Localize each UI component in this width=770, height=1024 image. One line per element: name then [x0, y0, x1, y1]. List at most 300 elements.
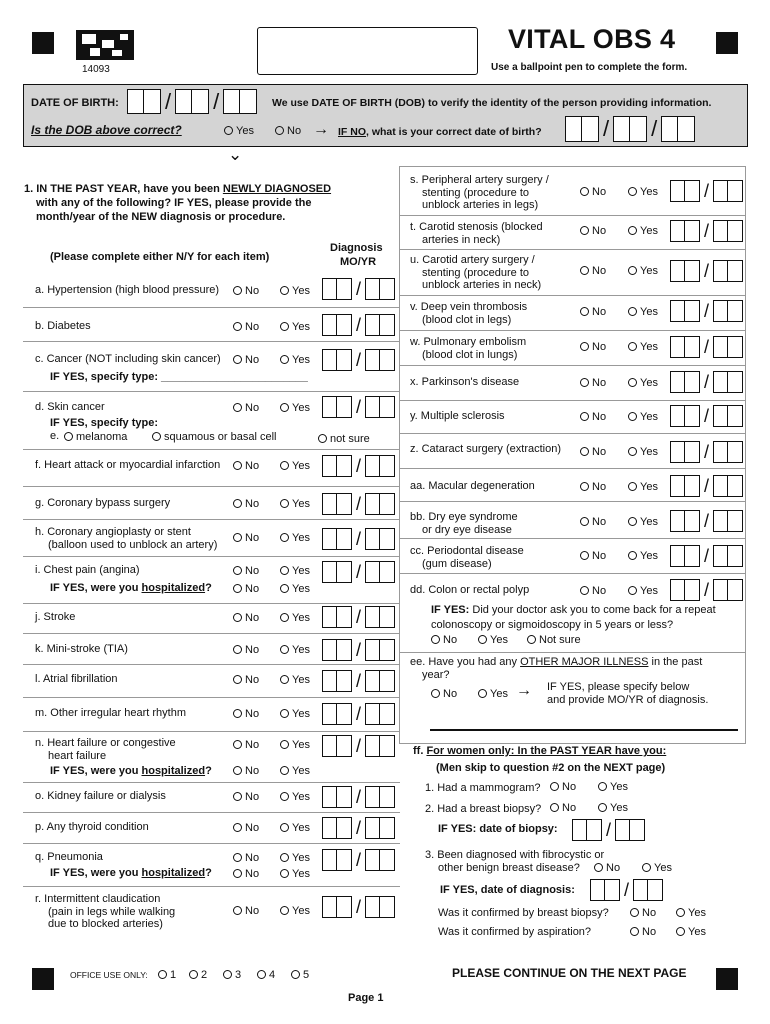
- item-o-date[interactable]: /: [322, 786, 395, 808]
- item-b-no[interactable]: [233, 321, 259, 334]
- item-v-date[interactable]: /: [670, 300, 743, 322]
- radio-circle[interactable]: [233, 461, 242, 470]
- item-aa-yes[interactable]: [628, 481, 658, 494]
- item-t-no[interactable]: [580, 225, 606, 238]
- radio-circle[interactable]: [594, 863, 603, 872]
- hosp-c: ?: [205, 582, 212, 594]
- item-w-no[interactable]: [580, 341, 606, 354]
- radio-circle[interactable]: [280, 403, 289, 412]
- radio-circle[interactable]: [628, 187, 637, 196]
- radio-circle[interactable]: [527, 635, 536, 644]
- item-k-no[interactable]: [233, 644, 259, 657]
- radio-circle[interactable]: [257, 970, 266, 979]
- item-aa-no[interactable]: [580, 481, 606, 494]
- item-cc-yes[interactable]: [628, 550, 658, 563]
- option-label: No: [245, 498, 260, 510]
- col-header-diagnosis: Diagnosis: [330, 242, 383, 254]
- radio-circle[interactable]: [280, 853, 289, 862]
- ff-q2-date[interactable]: /: [572, 819, 645, 841]
- item-ee-no[interactable]: [431, 688, 457, 701]
- item-l-date[interactable]: /: [322, 670, 395, 692]
- item-n-no[interactable]: [233, 739, 259, 752]
- radio-circle[interactable]: [628, 586, 637, 595]
- radio-circle[interactable]: [580, 586, 589, 595]
- option-label: Yes: [292, 739, 310, 751]
- ff-q2-yes[interactable]: [598, 802, 628, 815]
- option-label: No: [245, 321, 260, 333]
- radio-circle[interactable]: [580, 187, 589, 196]
- item-c-yes[interactable]: [280, 354, 310, 367]
- row-divider: [399, 365, 746, 366]
- item-p-yes[interactable]: [280, 822, 310, 835]
- radio-circle[interactable]: [580, 226, 589, 235]
- radio-circle[interactable]: [280, 766, 289, 775]
- item-cc-date[interactable]: /: [670, 545, 743, 567]
- radio-circle[interactable]: [233, 792, 242, 801]
- option-label: Yes: [292, 498, 310, 510]
- radio-circle[interactable]: [233, 566, 242, 575]
- item-u-no[interactable]: [580, 265, 606, 278]
- dob-label: DATE OF BIRTH:: [31, 97, 119, 109]
- option-label: No: [245, 644, 260, 656]
- row-divider: [399, 433, 746, 434]
- radio-circle[interactable]: [64, 432, 73, 441]
- option-label: Yes: [640, 377, 658, 389]
- item-dd-followup-yes[interactable]: [478, 634, 508, 647]
- ff-q5-no[interactable]: [630, 926, 656, 939]
- item-n-hosp-yes[interactable]: [280, 765, 310, 778]
- item-j-date[interactable]: /: [322, 606, 395, 628]
- option-label: Yes: [640, 446, 658, 458]
- radio-circle[interactable]: [580, 307, 589, 316]
- office-option-3[interactable]: [223, 969, 241, 982]
- item-g-yes[interactable]: [280, 498, 310, 511]
- radio-circle[interactable]: [233, 869, 242, 878]
- item-a-no[interactable]: [233, 285, 259, 298]
- item-j-yes[interactable]: [280, 612, 310, 625]
- radio-circle[interactable]: [280, 869, 289, 878]
- item-p-no[interactable]: [233, 822, 259, 835]
- item-q-hosp: [50, 867, 212, 880]
- radio-circle[interactable]: [152, 432, 161, 441]
- item-cc-no[interactable]: [580, 550, 606, 563]
- radio-circle[interactable]: [280, 675, 289, 684]
- hosp-c: ?: [205, 867, 212, 879]
- item-w1: w. Pulmonary embolism: [410, 336, 527, 348]
- option-label: Yes: [640, 516, 658, 528]
- row-divider: [399, 215, 746, 216]
- item-n1: n. Heart failure or congestive: [35, 737, 176, 749]
- dob-no-option[interactable]: [275, 125, 301, 138]
- option-label: Yes: [292, 532, 310, 544]
- item-y-yes[interactable]: [628, 411, 658, 424]
- item-z-yes[interactable]: [628, 446, 658, 459]
- radio-circle[interactable]: [233, 853, 242, 862]
- item-y-date[interactable]: /: [670, 405, 743, 427]
- item-h-date[interactable]: /: [322, 528, 395, 550]
- item-q-date[interactable]: /: [322, 849, 395, 871]
- row-divider: [399, 330, 746, 331]
- item-dd-no[interactable]: [580, 585, 606, 598]
- radio-circle[interactable]: [233, 499, 242, 508]
- ff-q3-date[interactable]: /: [590, 879, 663, 901]
- option-label: Yes: [490, 634, 508, 646]
- radio-circle[interactable]: [280, 906, 289, 915]
- option-label: Yes: [292, 644, 310, 656]
- item-a-yes[interactable]: [280, 285, 310, 298]
- row-divider: [399, 743, 746, 744]
- option-label: Yes: [292, 674, 310, 686]
- radio-circle[interactable]: [580, 412, 589, 421]
- item-k: k. Mini-stroke (TIA): [35, 643, 128, 655]
- radio-circle[interactable]: [233, 322, 242, 331]
- item-ee-yes[interactable]: [478, 688, 508, 701]
- option-label: No: [592, 585, 607, 597]
- radio-circle[interactable]: [233, 613, 242, 622]
- item-bb-date[interactable]: /: [670, 510, 743, 532]
- item-c: c. Cancer (NOT including skin cancer): [35, 353, 221, 365]
- ee-b: OTHER MAJOR ILLNESS: [520, 656, 649, 668]
- item-n-hosp-no[interactable]: [233, 765, 259, 778]
- ff-q1-no[interactable]: [550, 781, 576, 794]
- radio-circle[interactable]: [280, 613, 289, 622]
- radio-circle[interactable]: [233, 766, 242, 775]
- ff-a: ff.: [413, 745, 427, 757]
- item-d-e: e.: [50, 430, 60, 442]
- right-column-border: [745, 166, 746, 743]
- radio-circle[interactable]: [628, 378, 637, 387]
- item-w-date[interactable]: /: [670, 336, 743, 358]
- hosp-a: IF YES, were you: [50, 765, 142, 777]
- item-c-date[interactable]: /: [322, 349, 395, 371]
- radio-circle[interactable]: [223, 970, 232, 979]
- option-label: Yes: [292, 852, 310, 864]
- arrow-right-icon: →: [313, 121, 329, 138]
- item-p: p. Any thyroid condition: [35, 821, 149, 833]
- option-label: No: [642, 926, 657, 938]
- item-bb-no[interactable]: [580, 516, 606, 529]
- item-i-hosp-yes[interactable]: [280, 583, 310, 596]
- item-t-yes[interactable]: [628, 225, 658, 238]
- radio-circle[interactable]: [280, 286, 289, 295]
- item-aa: aa. Macular degeneration: [410, 480, 535, 492]
- option-label: No: [592, 186, 607, 198]
- item-i-yes[interactable]: [280, 565, 310, 578]
- if-no-label: IF NO: [338, 126, 366, 138]
- radio-circle[interactable]: [550, 803, 559, 812]
- item-dd-date[interactable]: /: [670, 579, 743, 601]
- office-option-5[interactable]: [291, 969, 309, 982]
- row-divider: [23, 731, 400, 732]
- radio-circle[interactable]: [431, 689, 440, 698]
- option-label: No: [592, 341, 607, 353]
- item-n-date[interactable]: /: [322, 735, 395, 757]
- option-label: Yes: [688, 907, 706, 919]
- radio-circle[interactable]: [233, 403, 242, 412]
- radio-circle[interactable]: [280, 709, 289, 718]
- radio-circle[interactable]: [233, 286, 242, 295]
- ff-subtitle: (Men skip to question #2 on the NEXT page): [436, 762, 666, 774]
- radio-circle[interactable]: [233, 709, 242, 718]
- col-header-moyr: MO/YR: [340, 256, 377, 268]
- radio-circle[interactable]: [280, 566, 289, 575]
- radio-circle[interactable]: [280, 645, 289, 654]
- item-r-date[interactable]: /: [322, 896, 395, 918]
- radio-circle[interactable]: [233, 823, 242, 832]
- item-r-yes[interactable]: [280, 905, 310, 918]
- item-w-yes[interactable]: [628, 341, 658, 354]
- radio-circle[interactable]: [630, 927, 639, 936]
- option-label: No: [245, 460, 260, 472]
- item-q-hosp-yes[interactable]: [280, 868, 310, 881]
- row-divider: [23, 664, 400, 665]
- item-b-yes[interactable]: [280, 321, 310, 334]
- item-a-date[interactable]: /: [322, 278, 395, 300]
- radio-circle[interactable]: [478, 689, 487, 698]
- item-m-yes[interactable]: [280, 708, 310, 721]
- item-l-no[interactable]: [233, 674, 259, 687]
- radio-circle[interactable]: [580, 342, 589, 351]
- radio-circle[interactable]: [580, 378, 589, 387]
- correct-dob-boxes[interactable]: / /: [565, 116, 695, 142]
- item-dd-followup-no[interactable]: [431, 634, 457, 647]
- radio-circle[interactable]: [280, 584, 289, 593]
- ff-b: For women only: In the PAST YEAR have you:: [426, 745, 667, 757]
- item-i-date[interactable]: /: [322, 561, 395, 583]
- radio-circle[interactable]: [628, 551, 637, 560]
- item-f-no[interactable]: [233, 460, 259, 473]
- item-dd-yes[interactable]: [628, 585, 658, 598]
- item-p-date[interactable]: /: [322, 817, 395, 839]
- radio-circle[interactable]: [280, 740, 289, 749]
- item-o-no[interactable]: [233, 791, 259, 804]
- radio-circle[interactable]: [580, 551, 589, 560]
- registration-mark-bottom-right: [716, 968, 738, 990]
- item-o: o. Kidney failure or dialysis: [35, 790, 166, 802]
- radio-circle[interactable]: [233, 584, 242, 593]
- item-bb-yes[interactable]: [628, 516, 658, 529]
- option-label: No: [592, 265, 607, 277]
- item-s2: stenting (procedure to: [422, 186, 530, 199]
- radio-circle[interactable]: [628, 266, 637, 275]
- option-label: Yes: [292, 822, 310, 834]
- item-d-sub: IF YES, specify type:: [50, 417, 159, 429]
- item-s-date[interactable]: /: [670, 180, 743, 202]
- dob-month-boxes[interactable]: / /: [127, 89, 257, 114]
- radio-circle[interactable]: [280, 322, 289, 331]
- office-option-2[interactable]: [189, 969, 207, 982]
- option-label: Yes: [640, 341, 658, 353]
- radio-circle[interactable]: [280, 823, 289, 832]
- radio-circle[interactable]: [233, 906, 242, 915]
- item-i-no[interactable]: [233, 565, 259, 578]
- item-d-melanoma[interactable]: [64, 431, 127, 444]
- option-label: Yes: [292, 791, 310, 803]
- item-b: b. Diabetes: [35, 320, 91, 332]
- radio-circle[interactable]: [224, 126, 233, 135]
- office-option-4[interactable]: [257, 969, 275, 982]
- radio-circle[interactable]: [580, 266, 589, 275]
- row-divider: [399, 468, 746, 469]
- radio-circle[interactable]: [233, 355, 242, 364]
- radio-circle[interactable]: [580, 482, 589, 491]
- ff-q1-yes[interactable]: [598, 781, 628, 794]
- item-d-yes[interactable]: [280, 402, 310, 415]
- item-x-no[interactable]: [580, 377, 606, 390]
- ee-specify-line[interactable]: [430, 729, 738, 731]
- ee-c: in the past: [648, 656, 703, 668]
- item-s-yes[interactable]: [628, 186, 658, 199]
- option-label: 1: [170, 969, 177, 981]
- row-divider: [399, 249, 746, 250]
- item-k-yes[interactable]: [280, 644, 310, 657]
- q1-title-b: NEWLY DIAGNOSED: [222, 183, 332, 195]
- radio-circle[interactable]: [478, 635, 487, 644]
- radio-circle[interactable]: [676, 927, 685, 936]
- radio-circle[interactable]: [628, 342, 637, 351]
- option-label: No: [592, 516, 607, 528]
- radio-circle[interactable]: [318, 434, 327, 443]
- option-label: No: [592, 225, 607, 237]
- hosp-b: hospitalized: [141, 765, 206, 777]
- option-label: Yes: [292, 905, 310, 917]
- item-h-no[interactable]: [233, 532, 259, 545]
- q1-title-line2: with any of the following? IF YES, please provide the: [36, 197, 312, 209]
- item-s-no[interactable]: [580, 186, 606, 199]
- ff-q2-no[interactable]: [550, 802, 576, 815]
- item-j-no[interactable]: [233, 612, 259, 625]
- radio-circle[interactable]: [189, 970, 198, 979]
- radio-circle[interactable]: [598, 782, 607, 791]
- item-r3: due to blocked arteries): [48, 918, 163, 930]
- radio-circle[interactable]: [275, 126, 284, 135]
- item-f-date[interactable]: /: [322, 455, 395, 477]
- option-label: Yes: [490, 688, 508, 700]
- radio-circle[interactable]: [233, 645, 242, 654]
- item-i-hosp-no[interactable]: [233, 583, 259, 596]
- form-title: VITAL OBS 4: [508, 24, 676, 54]
- item-v-yes[interactable]: [628, 306, 658, 319]
- option-label: Yes: [292, 708, 310, 720]
- radio-circle[interactable]: [280, 461, 289, 470]
- item-t-date[interactable]: /: [670, 220, 743, 242]
- radio-circle[interactable]: [550, 782, 559, 791]
- item-aa-date[interactable]: /: [670, 475, 743, 497]
- ff-q4-yes[interactable]: [676, 907, 706, 920]
- option-label: No: [245, 791, 260, 803]
- ff-q5-yes[interactable]: [676, 926, 706, 939]
- radio-circle[interactable]: [628, 482, 637, 491]
- item-n-yes[interactable]: [280, 739, 310, 752]
- option-label: No: [287, 125, 302, 137]
- id-entry-box[interactable]: [257, 27, 478, 75]
- item-w2: (blood clot in lungs): [422, 348, 518, 361]
- row-divider: [399, 538, 746, 539]
- radio-circle[interactable]: [628, 307, 637, 316]
- item-bb1: bb. Dry eye syndrome: [410, 511, 518, 523]
- hosp-c: ?: [205, 765, 212, 777]
- radio-circle[interactable]: [628, 412, 637, 421]
- item-d-no[interactable]: [233, 402, 259, 415]
- item-q-yes[interactable]: [280, 852, 310, 865]
- radio-circle[interactable]: [280, 355, 289, 364]
- item-q-hosp-no[interactable]: [233, 868, 259, 881]
- item-c-no[interactable]: [233, 354, 259, 367]
- option-label: No: [592, 550, 607, 562]
- item-dd-followup-notsure[interactable]: [527, 634, 581, 647]
- radio-circle[interactable]: [431, 635, 440, 644]
- ff-q4-no[interactable]: [630, 907, 656, 920]
- radio-circle[interactable]: [291, 970, 300, 979]
- option-label: No: [642, 907, 657, 919]
- item-z-no[interactable]: [580, 446, 606, 459]
- row-divider: [23, 556, 400, 557]
- radio-circle[interactable]: [598, 803, 607, 812]
- item-v-no[interactable]: [580, 306, 606, 319]
- item-d-date[interactable]: /: [322, 396, 395, 418]
- item-m-no[interactable]: [233, 708, 259, 721]
- item-b-date[interactable]: /: [322, 314, 395, 336]
- radio-circle[interactable]: [280, 792, 289, 801]
- q1-title-a: 1. IN THE PAST YEAR, have you been: [24, 183, 223, 195]
- row-divider: [23, 603, 400, 604]
- office-use-label: OFFICE USE ONLY:: [70, 970, 148, 980]
- radio-circle[interactable]: [676, 908, 685, 917]
- radio-circle[interactable]: [280, 499, 289, 508]
- ff-q3-yes[interactable]: [642, 862, 672, 875]
- item-x-yes[interactable]: [628, 377, 658, 390]
- item-q-no[interactable]: [233, 852, 259, 865]
- item-y-no[interactable]: [580, 411, 606, 424]
- item-z-date[interactable]: /: [670, 441, 743, 463]
- radio-circle[interactable]: [628, 517, 637, 526]
- ff-q2-sub: IF YES: date of biopsy:: [438, 823, 558, 835]
- radio-circle[interactable]: [580, 447, 589, 456]
- item-o-yes[interactable]: [280, 791, 310, 804]
- item-u-yes[interactable]: [628, 265, 658, 278]
- office-option-1[interactable]: [158, 969, 176, 982]
- item-x-date[interactable]: /: [670, 371, 743, 393]
- item-f-yes[interactable]: [280, 460, 310, 473]
- item-k-date[interactable]: /: [322, 639, 395, 661]
- option-label: No: [245, 674, 260, 686]
- radio-circle[interactable]: [233, 740, 242, 749]
- radio-circle[interactable]: [233, 533, 242, 542]
- radio-circle[interactable]: [280, 533, 289, 542]
- radio-circle[interactable]: [580, 517, 589, 526]
- item-l-yes[interactable]: [280, 674, 310, 687]
- item-r-no[interactable]: [233, 905, 259, 918]
- radio-circle[interactable]: [158, 970, 167, 979]
- item-u-date[interactable]: /: [670, 260, 743, 282]
- item-m-date[interactable]: /: [322, 703, 395, 725]
- item-g-no[interactable]: [233, 498, 259, 511]
- item-h-yes[interactable]: [280, 532, 310, 545]
- hosp-a: IF YES, were you: [50, 867, 142, 879]
- item-d-squamous[interactable]: [152, 431, 277, 444]
- option-label: Yes: [640, 225, 658, 237]
- radio-circle[interactable]: [628, 226, 637, 235]
- ff-q3-no[interactable]: [594, 862, 620, 875]
- radio-circle[interactable]: [630, 908, 639, 917]
- row-divider: [23, 391, 400, 392]
- dob-yes-option[interactable]: [224, 125, 254, 138]
- item-d-notsure[interactable]: [318, 433, 370, 446]
- item-g-date[interactable]: /: [322, 493, 395, 515]
- radio-circle[interactable]: [642, 863, 651, 872]
- radio-circle[interactable]: [233, 675, 242, 684]
- radio-circle[interactable]: [628, 447, 637, 456]
